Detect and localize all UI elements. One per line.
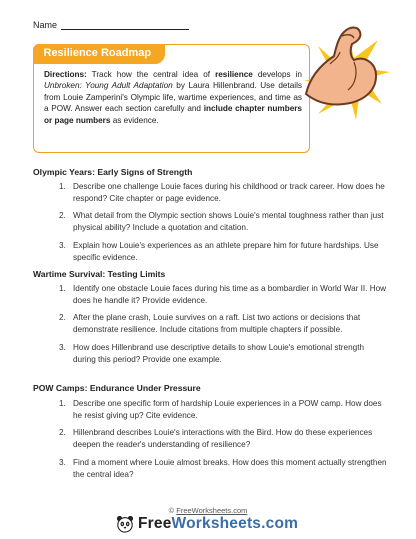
name-blank-line[interactable] [61,21,189,30]
copyright-symbol: © [168,506,175,515]
flexed-arm-icon [296,20,392,126]
question-number: 1. [59,284,66,293]
section-heading-pow: POW Camps: Endurance Under Pressure [33,383,201,393]
name-field[interactable] [33,20,189,30]
list-item [33,210,388,233]
logo-wordmark [138,515,298,533]
directions-box [33,44,310,153]
question-number: 2. [59,428,66,438]
question-text: Explain how Louie's experiences as an athlete prepare him for future hardships. Use specific evidence. [73,240,379,262]
section-heading-wartime: Wartime Survival: Testing Limits [33,269,166,279]
list-item [33,181,388,204]
question-text: Hillenbrand describes Louie's interactions with the Bird. How do these experiences deepen the reader's understanding of resilience? [73,428,373,450]
question-number: 1. [59,182,66,191]
directions-part: Track how the central idea of [86,70,216,79]
question-number: 3. [59,457,66,467]
list-item [33,312,388,335]
box-title: Resilience Roadmap [33,44,165,64]
directions-part: as evidence. [110,115,159,125]
section-heading-olympic: Olympic Years: Early Signs of Strength [33,167,193,177]
directions-part: by Laura Hillenbrand. Use details from Louie Zamperini's Olympic life, wartime experiences, and time as a POW. Answer each section carefully and [44,81,302,114]
list-item [33,240,388,263]
list-item [33,427,388,450]
site-logo[interactable] [116,514,298,534]
list-item [33,398,388,421]
question-text: What detail from the Olympic section shows Louie's mental toughness rather than just physical ability? Include a quotation and citation. [73,211,384,233]
question-list-pow [33,398,388,486]
footer-link[interactable]: FreeWorksheets.com [176,506,248,515]
logo-rest: Worksheets.com [171,515,299,532]
logo-free: Free [138,515,172,532]
question-text: Find a moment where Louie almost breaks. How does this moment actually strengthen the central idea? [73,457,387,479]
question-text: Identify one obstacle Louie faces during his time as a bombardier in World War II. How does he handle it? Provide evidence. [73,284,387,305]
panda-icon [116,515,134,533]
question-text: Describe one challenge Louie faces during his childhood or track career. How does he respond? Cite chapter or page evidence. [73,182,385,203]
question-text: How does Hillenbrand use descriptive details to show Louie's emotional strength during this period? Provide one example. [73,342,365,364]
directions-part: develops in [252,70,302,79]
directions-text [44,69,302,126]
question-number: 2. [59,313,66,323]
list-item [33,283,388,306]
question-text: Describe one specific form of hardship Louie experiences in a POW camp. How does he resist giving up? Cite evidence. [73,399,382,420]
list-item [33,457,388,480]
question-number: 3. [59,240,66,250]
book-title: Unbroken: Young Adult Adaptation [44,81,173,91]
list-item [33,342,388,365]
directions-emphasis: include chapter numbers or page numbers [44,104,302,125]
directions-label: Directions: [44,70,87,79]
question-list-wartime [33,283,388,371]
directions-keyword: resilience [215,70,253,79]
question-number: 3. [59,342,66,352]
question-number: 1. [59,399,66,408]
name-label: Name [33,20,58,30]
question-number: 2. [59,211,66,221]
question-list-olympic [33,181,388,269]
question-text: After the plane crash, Louie survives on a raft. List two actions or decisions that demonstrate resilience. Include citations from multiple chapters if possible. [73,313,361,335]
